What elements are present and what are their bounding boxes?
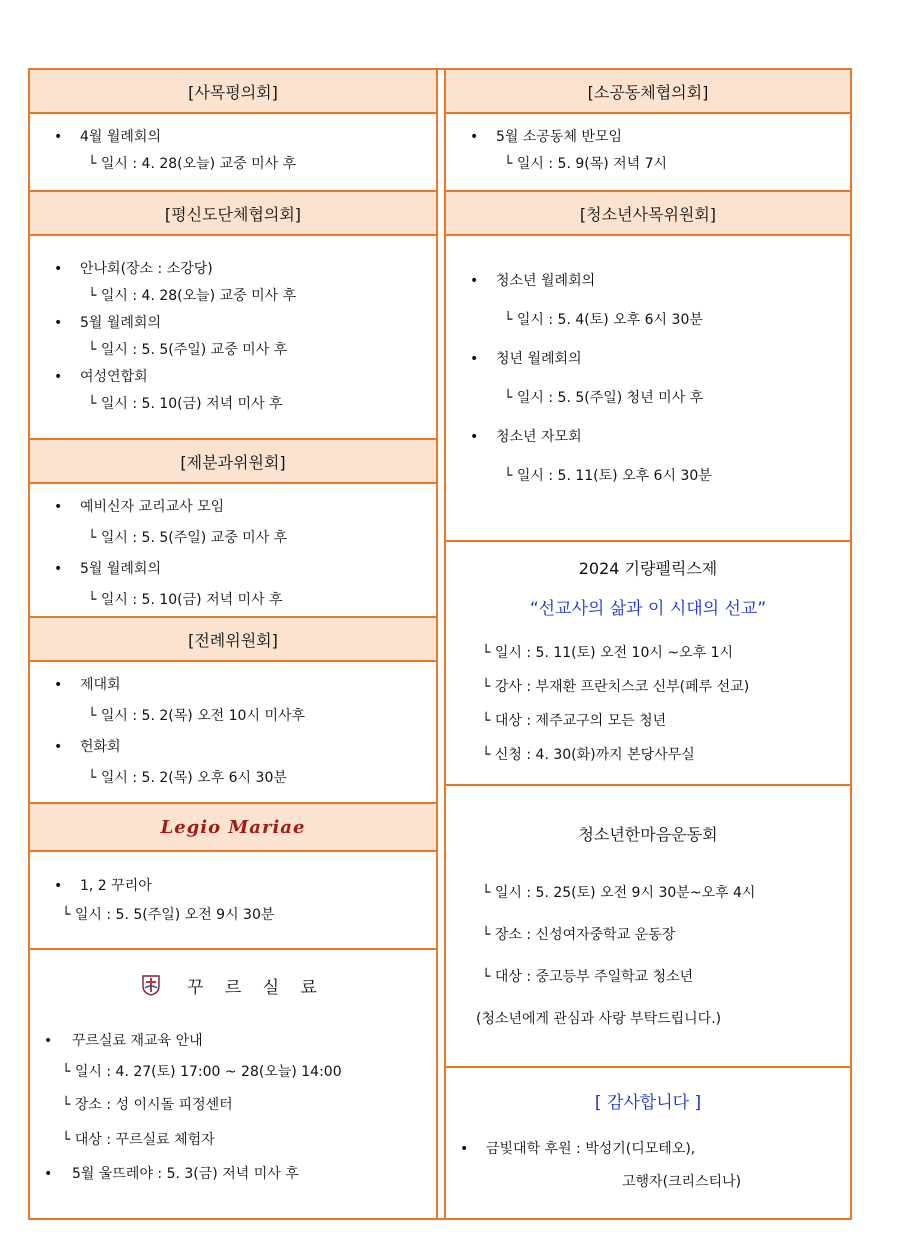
list-item: • 5월 월례회의 [30, 310, 436, 337]
list-item: • 1, 2 꾸리아 [30, 872, 436, 901]
list-item-detail: └ 일시 : 5. 2(목) 오전 10시 미사후 [88, 708, 306, 724]
section-felix-festival [446, 542, 850, 786]
right-column [444, 70, 850, 1218]
section-small-community [446, 70, 850, 192]
cursillo-title-row [30, 956, 436, 1014]
left-column [30, 70, 438, 1218]
list-item-detail: └ 일시 : 5. 2(목) 오후 6시 30분 [88, 770, 287, 786]
section-pastoral-council [30, 70, 436, 192]
list-item: • 헌화회 [30, 732, 436, 763]
list-item: • 4월 월례회의 [30, 124, 436, 151]
list-item: • 꾸르실료 재교육 안내 [44, 1033, 203, 1049]
list-item: • 안나회(장소 : 소강당) [30, 256, 436, 283]
section-subcommittee [30, 440, 436, 618]
list-item-detail: └ 일시 : 5. 11(토) 오후 6시 30분 [504, 468, 712, 484]
list-item-detail: └ 일시 : 5. 5(주일) 교중 미사 후 [88, 342, 288, 358]
section-youth-ministry [446, 192, 850, 542]
list-item-detail: └ 신청 : 4. 30(화)까지 본당사무실 [482, 747, 695, 763]
list-item-detail: 고행자(크리스티나) [622, 1174, 742, 1190]
section-header-legio [30, 804, 436, 852]
section-legio-mariae [30, 804, 436, 950]
list-item: • 예비신자 교리교사 모임 [30, 492, 436, 523]
list-item-detail: └ 대상 : 꾸르실료 체험자 [62, 1132, 215, 1148]
list-item: • 5월 월례회의 [30, 554, 436, 585]
list-item-text: 금빛대학 후원 : 박성기(디모테오), [486, 1141, 696, 1157]
list-item-detail: └ 일시 : 5. 11(토) 오전 10시 ~오후 1시 [482, 645, 734, 661]
list-item-detail: └ 일시 : 5. 5(주일) 청년 미사 후 [504, 390, 704, 406]
list-item: • 제대회 [30, 670, 436, 701]
list-item-detail: └ 장소 : 신성여자중학교 운동장 [482, 927, 676, 943]
list-item-detail: └ 장소 : 성 이시돌 피정센터 [62, 1097, 233, 1113]
note-text: (청소년에게 관심과 사랑 부탁드립니다.) [476, 1011, 722, 1027]
bulletin-frame [28, 68, 852, 1220]
list-item: • 청년 월례회의 [446, 340, 850, 379]
legio-mariae-title: Legio Mariae [160, 816, 306, 838]
section-header: [제분과위원회] [30, 440, 436, 484]
list-item: • 금빛대학 후원 : 박성기(디모테오), [460, 1141, 696, 1157]
cursillo-emblem-icon [141, 974, 161, 996]
list-item-detail: └ 일시 : 5. 25(토) 오전 9시 30분~오후 4시 [482, 885, 756, 901]
list-item-detail: └ 대상 : 제주교구의 모든 청년 [482, 713, 667, 729]
section-thanks [446, 1068, 850, 1220]
section-header: [청소년사목위원회] [446, 192, 850, 236]
list-item-detail: └ 일시 : 5. 9(목) 저녁 7시 [504, 156, 668, 172]
section-sports-day [446, 786, 850, 1068]
list-item-detail: └ 강사 : 부재환 프란치스코 신부(페루 선교) [482, 679, 750, 695]
list-item: • 청소년 월례회의 [446, 262, 850, 301]
list-item: • 여성연합회 [30, 364, 436, 391]
section-laity-council [30, 192, 436, 440]
list-item-detail: └ 일시 : 4. 27(토) 17:00 ~ 28(오늘) 14:00 [62, 1064, 342, 1080]
sports-day-title: 청소년한마음운동회 [578, 825, 718, 844]
section-header: [평신도단체협의회] [30, 192, 436, 236]
thanks-title: [ 감사합니다 ] [594, 1093, 702, 1113]
list-item: • 청소년 자모회 [446, 418, 850, 457]
section-header: [사목평의회] [30, 70, 436, 114]
list-item: • 5월 울뜨레야 : 5. 3(금) 저녁 미사 후 [44, 1166, 299, 1182]
cursillo-title: 꾸 르 실 료 [187, 977, 325, 998]
list-item-text: 5월 울뜨레야 : 5. 3(금) 저녁 미사 후 [72, 1166, 299, 1182]
list-item-detail: └ 일시 : 4. 28(오늘) 교중 미사 후 [88, 156, 297, 172]
section-cursillo [30, 950, 436, 1220]
festival-subtitle: “선교사의 삶과 이 시대의 선교” [529, 599, 767, 619]
list-item-detail: └ 일시 : 5. 10(금) 저녁 미사 후 [88, 396, 283, 412]
section-liturgy [30, 618, 436, 804]
list-item-detail: └ 일시 : 5. 5(주일) 교중 미사 후 [88, 530, 288, 546]
section-header: [소공동체협의회] [446, 70, 850, 114]
festival-title: 2024 기량펠릭스제 [578, 559, 718, 578]
list-item-detail: └ 일시 : 5. 10(금) 저녁 미사 후 [88, 592, 283, 608]
list-item: • 5월 소공동체 반모임 [446, 124, 850, 151]
section-header: [전례위원회] [30, 618, 436, 662]
list-item-text: 꾸르실료 재교육 안내 [72, 1033, 203, 1049]
list-item-detail: └ 일시 : 5. 4(토) 오후 6시 30분 [504, 312, 703, 328]
list-item-detail: └ 대상 : 중고등부 주일학교 청소년 [482, 969, 694, 985]
list-item-detail: └ 일시 : 4. 28(오늘) 교중 미사 후 [88, 288, 297, 304]
list-item-detail: └ 일시 : 5. 5(주일) 오전 9시 30분 [62, 907, 275, 923]
